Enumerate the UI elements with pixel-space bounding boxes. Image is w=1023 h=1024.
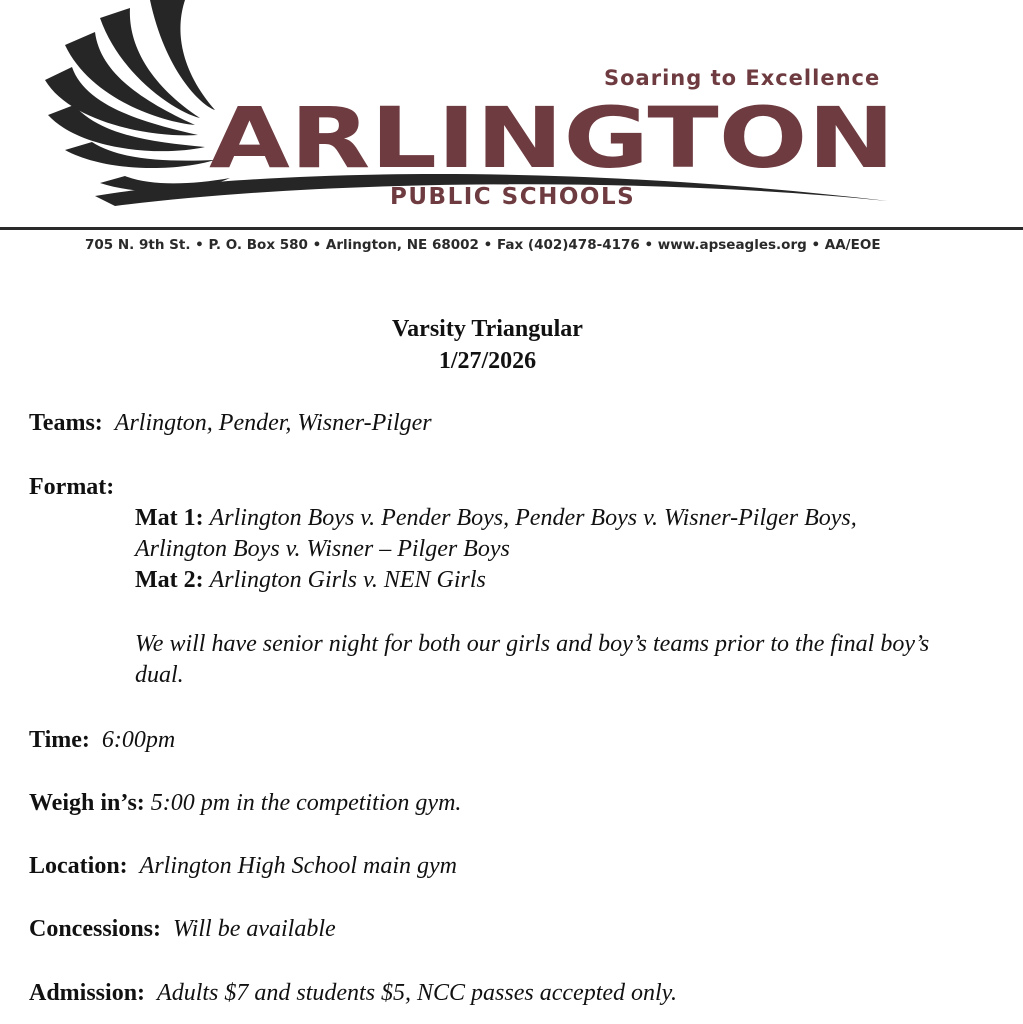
time-value: 6:00pm — [101, 727, 176, 753]
mat-1-matchups: Arlington Boys v. Pender Boys, Pender Boys v. Wisner-Pilger Boys, Arlington Boys v. Wisner – Pilger Boys — [135, 505, 857, 562]
event-heading — [0, 313, 975, 377]
mat-2-label: Mat 2: — [135, 567, 204, 593]
concessions-value: Will be available — [173, 916, 336, 942]
event-title: Varsity Triangular — [392, 316, 583, 342]
senior-night-note: We will have senior night for both our girls and boy’s teams prior to the final boy’s dual. — [135, 631, 930, 688]
location-label: Location: — [29, 853, 128, 879]
contact-address: 705 N. 9th St. • P. O. Box 580 • Arlington, NE 68002 • Fax (402)478-4176 • www.apseagles.org • AA/EOE — [85, 237, 881, 253]
letterhead — [0, 0, 1023, 270]
location-row — [29, 851, 457, 882]
event-date: 1/27/2026 — [438, 348, 537, 374]
teams-row — [29, 408, 432, 439]
mat-1-line — [135, 503, 935, 565]
teams-value: Arlington, Pender, Wisner-Pilger — [114, 410, 432, 436]
weigh-ins-row — [29, 788, 461, 819]
format-row — [29, 472, 114, 503]
time-row — [29, 725, 175, 756]
mat-1-label: Mat 1: — [135, 505, 204, 531]
format-label: Format: — [29, 474, 115, 500]
time-label: Time: — [29, 727, 90, 753]
format-details — [135, 503, 935, 596]
concessions-row — [29, 914, 336, 945]
weigh-ins-label: Weigh in’s: — [29, 790, 145, 816]
district-name: ARLINGTON — [209, 89, 895, 187]
teams-label: Teams: — [29, 410, 103, 436]
school-tagline: Soaring to Excellence — [604, 66, 881, 90]
mat-2-matchups: Arlington Girls v. NEN Girls — [209, 567, 486, 593]
admission-row — [29, 978, 677, 1009]
location-value: Arlington High School main gym — [139, 853, 457, 879]
admission-label: Admission: — [29, 980, 146, 1006]
weigh-ins-value: 5:00 pm in the competition gym. — [150, 790, 462, 816]
mat-2-line — [135, 565, 935, 596]
district-subtitle: PUBLIC SCHOOLS — [390, 184, 636, 210]
admission-value: Adults $7 and students $5, NCC passes accepted only. — [157, 980, 678, 1006]
header-rule — [0, 227, 1023, 230]
concessions-label: Concessions: — [29, 916, 162, 942]
